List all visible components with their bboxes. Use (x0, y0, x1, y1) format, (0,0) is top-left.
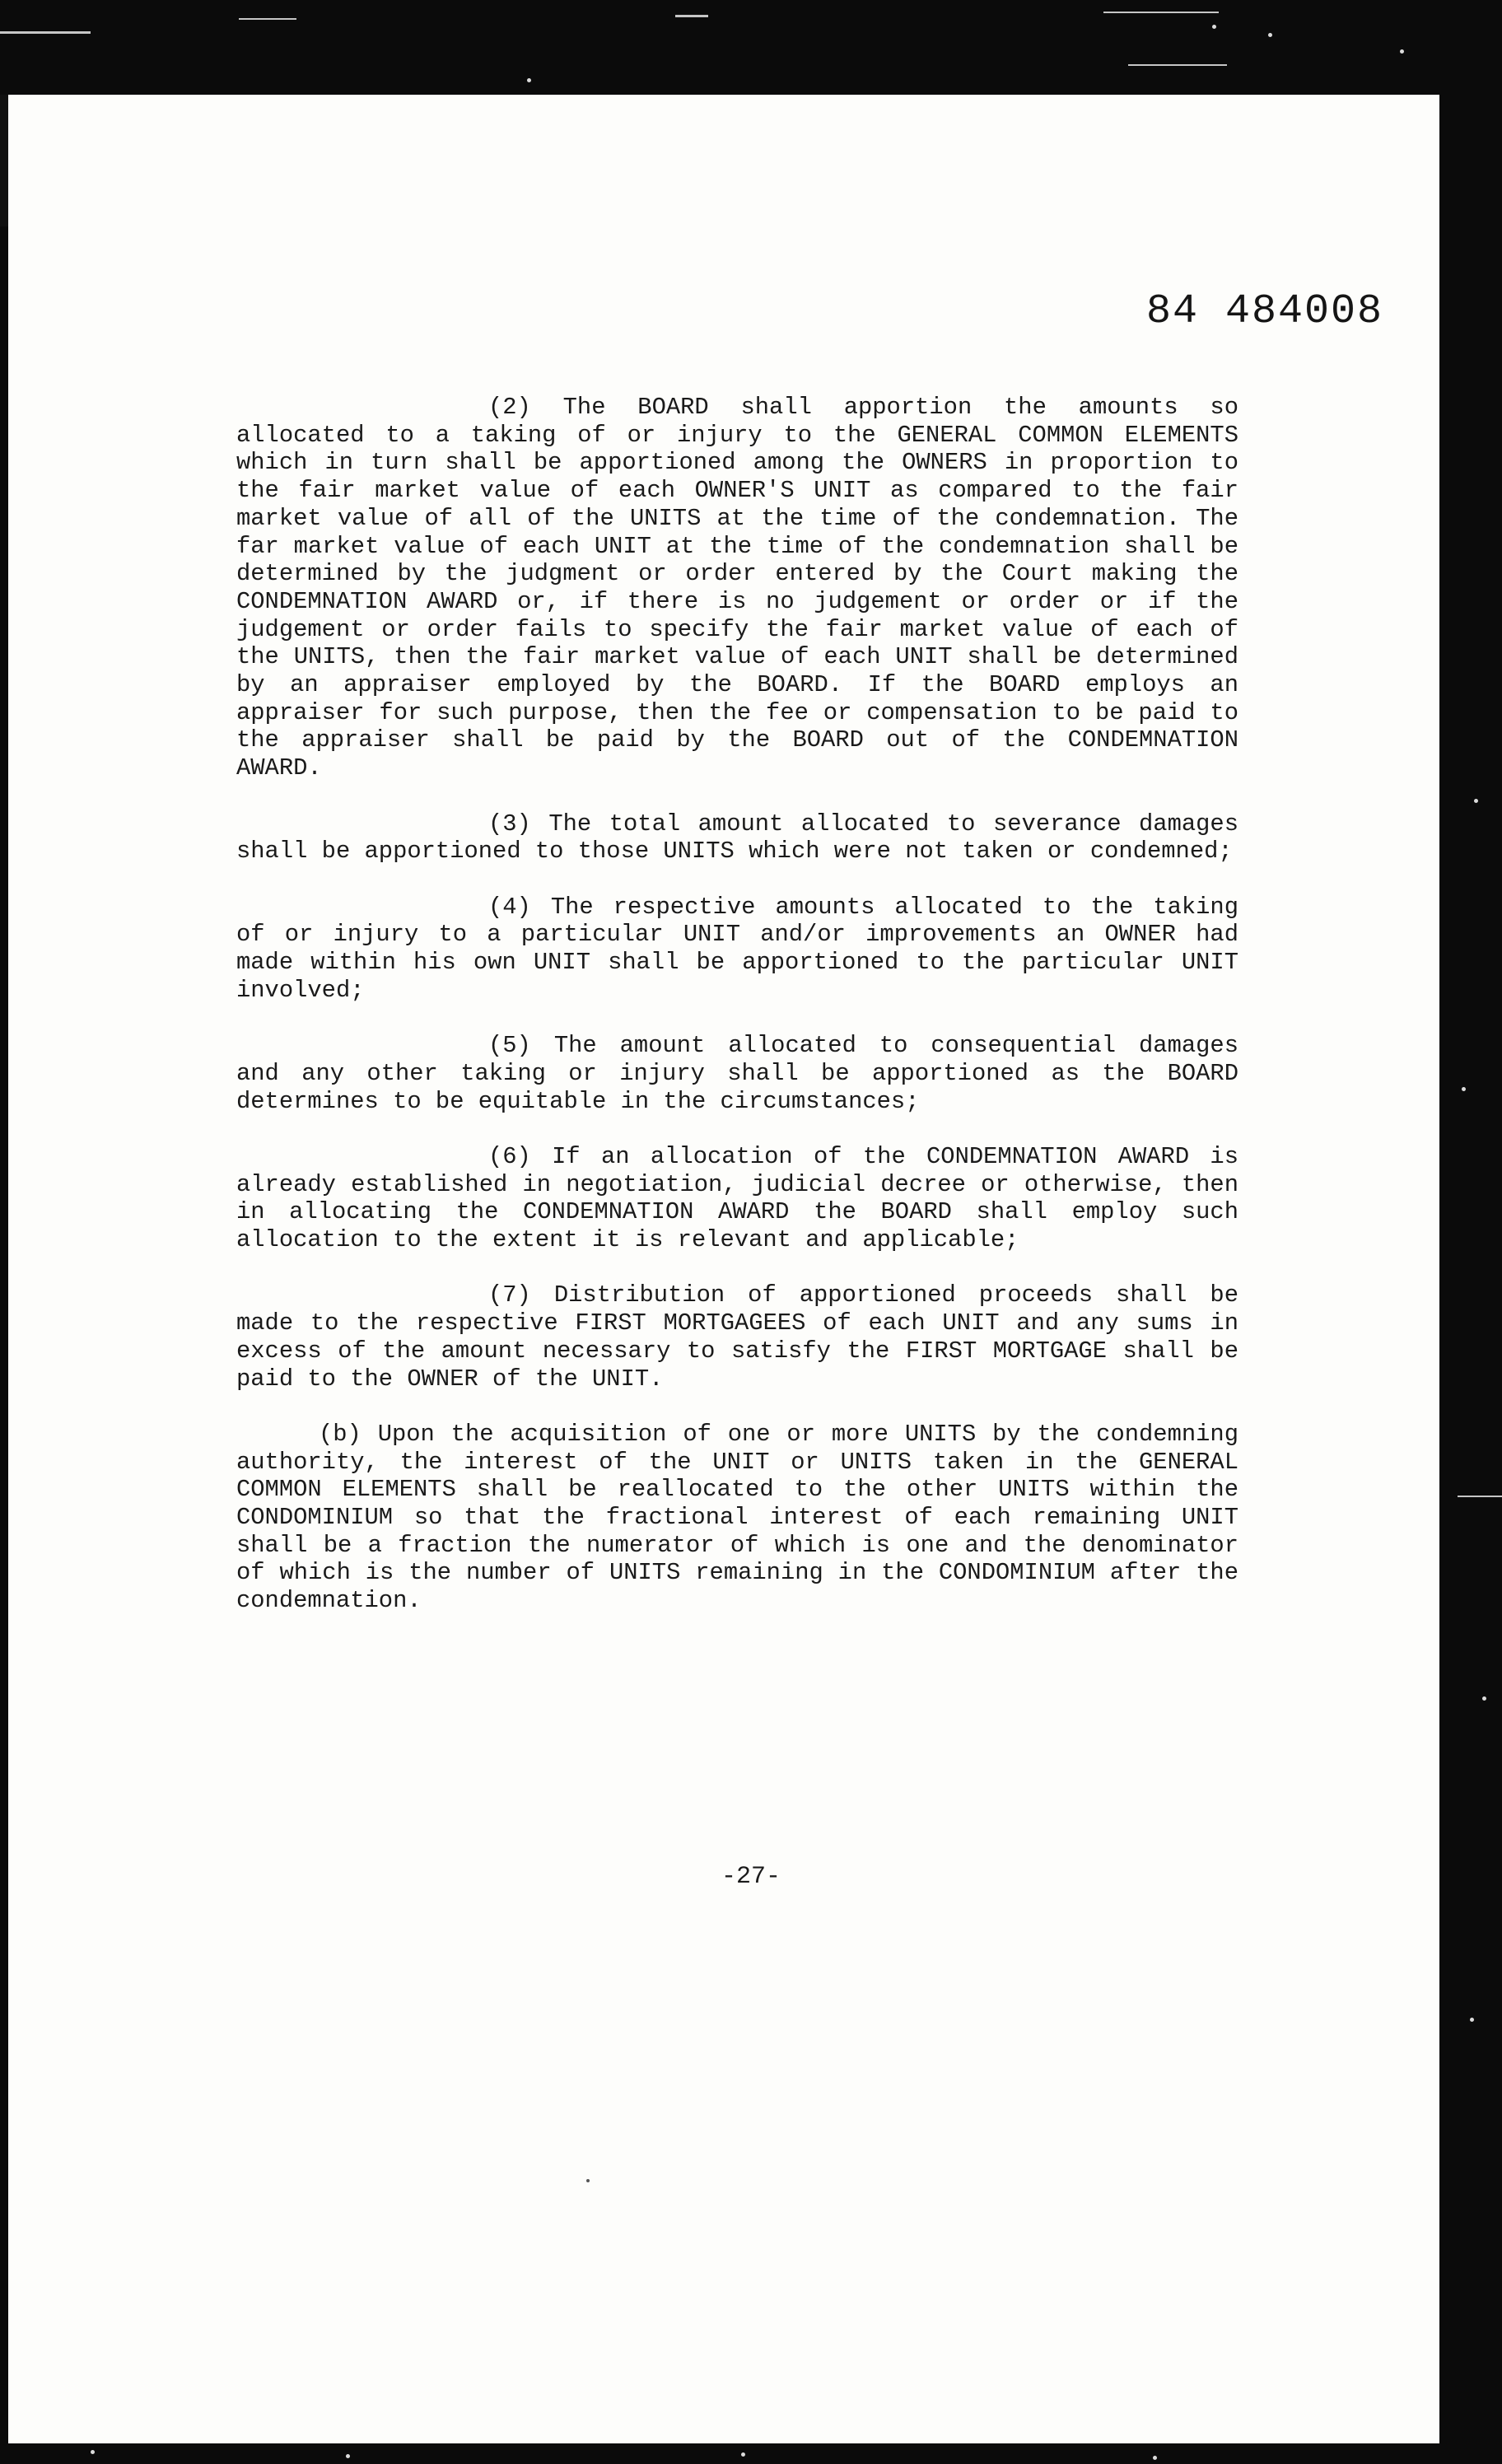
paragraph-5: (5) The amount allocated to consequential damages and any other taking or injury shall be apportioned as the BOARD determines to be equitable in the circumstances; (236, 1032, 1238, 1115)
scan-noise (1462, 1087, 1466, 1091)
scan-noise (91, 2450, 95, 2454)
paragraph-3: (3) The total amount allocated to severance damages shall be apportioned to those UNITS which were not taken or condemned; (236, 810, 1238, 866)
scan-noise (239, 18, 296, 20)
paragraph-b: (b) Upon the acquisition of one or more UNITS by the condemning authority, the interest of the UNIT or UNITS taken in the GENERAL COMMON ELEMENTS shall be reallocated to the other UNITS within the CONDOMINIUM so that the fractional interest of each remaining UNIT shall be a fraction the numerator of which is one and the denominator of which is the number of UNITS remaining in the CONDOMINIUM after the condemnation. (236, 1420, 1238, 1615)
scan-noise (1470, 2018, 1474, 2022)
scan-noise (741, 2452, 745, 2457)
document-body (236, 394, 1238, 1643)
paragraph-2: (2) The BOARD shall apportion the amounts so allocated to a taking of or injury to the GENERAL COMMON ELEMENTS which in turn shall be apportioned among the OWNERS in proportion to the fair market value of each OWNER'S UNIT as compared to the fair market value of all of the UNITS at the time of the condemnation. The far market value of each UNIT at the time of the condemnation shall be determined by the judgment or order entered by the Court making the CONDEMNATION AWARD or, if there is no judgement or order or if the judgement or order fails to specify the fair market value of each of the UNITS, then the fair market value of each UNIT shall be determined by an appraiser employed by the BOARD. If the BOARD employs an appraiser for such purpose, then the fee or compensation to be paid to the appraiser shall be paid by the BOARD out of the CONDEMNATION AWARD. (236, 394, 1238, 782)
scan-noise (1474, 799, 1478, 803)
document-number: 84 484008 (1146, 288, 1384, 335)
scan-noise (1153, 2456, 1157, 2460)
scan-noise (1128, 64, 1227, 66)
paragraph-6: (6) If an allocation of the CONDEMNATION AWARD is already established in negotiation, judicial decree or otherwise, then in allocating the CONDEMNATION AWARD the BOARD shall employ such allocation to the extent it is relevant and applicable; (236, 1142, 1238, 1254)
scan-speck (586, 2179, 590, 2182)
paragraph-7: (7) Distribution of apportioned proceeds shall be made to the respective FIRST MORTGAGEES of each UNIT and any sums in excess of the amount necessary to satisfy the FIRST MORTGAGE shall be paid to the OWNER of the UNIT. (236, 1281, 1238, 1393)
scan-noise (346, 2454, 350, 2458)
scan-noise (527, 78, 531, 82)
page-number: -27- (721, 1863, 781, 1891)
scan-noise (1103, 12, 1219, 13)
scan-noise (1268, 33, 1272, 37)
scan-edge-shadow (0, 95, 8, 226)
scan-noise (1212, 25, 1216, 29)
scan-noise (1482, 1696, 1486, 1701)
scan-noise (675, 15, 708, 17)
paragraph-4: (4) The respective amounts allocated to the taking of or injury to a particular UNIT and/or improvements an OWNER had made within his own UNIT shall be apportioned to the particular UNIT involved; (236, 893, 1238, 1004)
scan-noise (1458, 1496, 1502, 1497)
scan-noise (0, 31, 91, 34)
scan-noise (1400, 49, 1404, 54)
